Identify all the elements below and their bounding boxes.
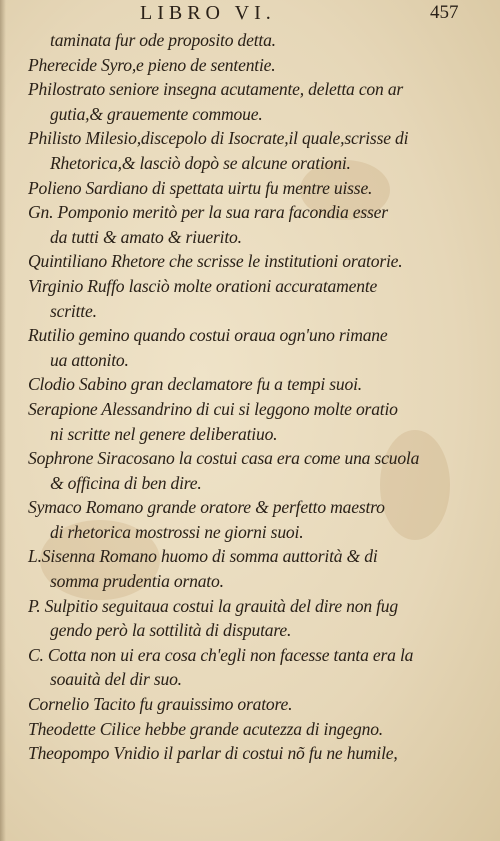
- text-line: C. Cotta non ui era cosa ch'egli non facesse tanta era la: [28, 644, 414, 665]
- text-line: da tutti & amato & riuerito.: [50, 226, 242, 247]
- page-number: 457: [430, 2, 459, 23]
- text-line: taminata fur ode proposito detta.: [50, 30, 276, 50]
- text-line: Theopompo Vnidio il parlar di costui nõ fu ne humile,: [28, 743, 398, 764]
- text-line: ni scritte nel genere deliberatiuo.: [50, 423, 278, 444]
- text-line: Symaco Romano grande oratore & perfetto maestro: [28, 497, 385, 518]
- page-header: [0, 2, 500, 30]
- text-line: ua attonito.: [50, 349, 129, 370]
- text-line: & officina di ben dire.: [50, 472, 202, 493]
- text-line: Philisto Milesio,discepolo di Isocrate,il quale,scrisse di: [28, 128, 409, 149]
- text-line: Gn. Pomponio meritò per la sua rara facondia esser: [28, 202, 388, 223]
- text-line: gutia,& grauemente commoue.: [50, 103, 263, 124]
- text-line: di rhetorica mostrossi ne giorni suoi.: [50, 521, 304, 542]
- text-line: somma prudentia ornato.: [50, 571, 224, 592]
- text-line: scritte.: [50, 300, 97, 321]
- text-line: Clodio Sabino gran declamatore fu a tempi suoi.: [28, 374, 362, 395]
- page-edge-shadow: [0, 0, 6, 841]
- text-line: Pherecide Syro,e pieno de sententie.: [28, 54, 276, 75]
- text-line: Rutilio gemino quando costui oraua ogn'uno rimane: [28, 325, 388, 346]
- text-line: Philostrato seniore insegna acutamente, deletta con ar: [28, 79, 404, 100]
- text-line: P. Sulpitio seguitaua costui la grauità del dire non fug: [28, 595, 398, 616]
- text-line: Rhetorica,& lasciò dopò se alcune orationi.: [50, 152, 351, 173]
- text-line: Virginio Ruffo lasciò molte orationi accuratamente: [28, 275, 378, 296]
- text-line: Sophrone Siracosano la costui casa era come una scuola: [28, 448, 420, 469]
- body-text: [28, 28, 483, 766]
- text-line: Theodette Cilice hebbe grande acutezza di ingegno.: [28, 718, 383, 739]
- text-line: gendo però la sottilità di disputare.: [50, 620, 292, 641]
- text-line: Serapione Alessandrino di cui si leggono molte oratio: [28, 398, 398, 419]
- text-line: L.Sisenna Romano huomo di somma auttorità & di: [28, 546, 378, 567]
- text-line: Polieno Sardiano di spettata uirtu fu mentre uisse.: [28, 177, 373, 198]
- running-title: LIBRO VI.: [140, 2, 276, 24]
- text-line: Quintiliano Rhetore che scrisse le institutioni oratorie.: [28, 251, 403, 272]
- text-line: Cornelio Tacito fu grauissimo oratore.: [28, 694, 293, 715]
- text-line: soauità del dir suo.: [50, 669, 182, 690]
